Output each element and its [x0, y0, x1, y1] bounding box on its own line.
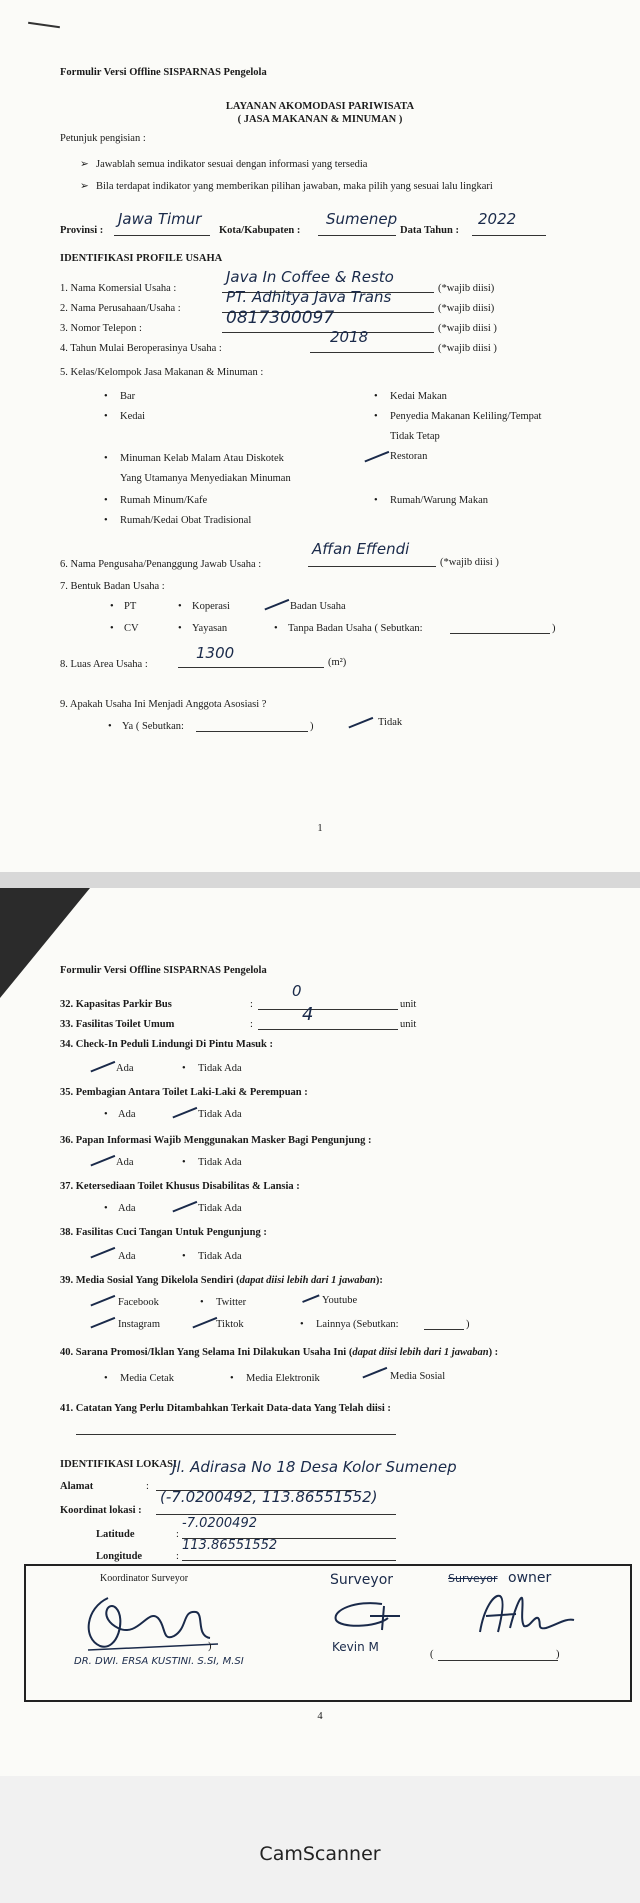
- q34-label: 34. Check-In Peduli Lindungi Di Pintu Masuk :: [60, 1039, 273, 1050]
- q7-option-tanpa-close: ): [552, 623, 556, 634]
- q40-label: 40. Sarana Promosi/Iklan Yang Selama Ini Dilakukan Usaha Ini (dapat diisi lebih dari 1 jawaban) :: [60, 1347, 499, 1358]
- form-title-2: Formulir Versi Offline SISPARNAS Pengelola: [60, 965, 267, 976]
- q9-label: 9. Apakah Usaha Ini Menjadi Anggota Asosiasi ?: [60, 699, 267, 710]
- q36-ada: Ada: [116, 1157, 134, 1168]
- q5-option-kelab-2: Yang Utamanya Menyediakan Minuman: [120, 473, 291, 484]
- underline: [178, 667, 324, 668]
- underline: [472, 235, 546, 236]
- owner-struck-label: Surveyor: [448, 1572, 498, 1585]
- q34-ada: Ada: [116, 1063, 134, 1074]
- surveyor-signature: [326, 1596, 406, 1636]
- q5-label: 5. Kelas/Kelompok Jasa Makanan & Minuman :: [60, 367, 264, 378]
- underline: [310, 352, 434, 353]
- underline: [450, 633, 550, 634]
- q2-required: (*wajib diisi): [438, 303, 495, 314]
- arrow-icon: ➢: [80, 181, 89, 192]
- underline: [258, 1029, 398, 1030]
- owner-label: owner: [508, 1570, 552, 1586]
- heading-line-1: LAYANAN AKOMODASI PARIWISATA: [225, 101, 415, 112]
- q7-option-cv: CV: [124, 623, 139, 634]
- arrow-icon: ➢: [80, 159, 89, 170]
- q33-unit: unit: [400, 1019, 417, 1030]
- surveyor-label: Surveyor: [330, 1572, 394, 1588]
- provinsi-value: Jawa Timur: [118, 210, 202, 228]
- q5-option-kedai: Kedai: [120, 411, 146, 422]
- q40-media-cetak: Media Cetak: [120, 1373, 174, 1384]
- q8-unit: (m²): [328, 657, 347, 668]
- q33-value: 4: [302, 1004, 314, 1025]
- underline: [424, 1329, 464, 1330]
- q38-tidak-ada: Tidak Ada: [198, 1251, 242, 1262]
- q7-option-badan-usaha: Badan Usaha: [290, 601, 346, 612]
- koordinator-signature: [78, 1588, 228, 1658]
- q7-option-koperasi: Koperasi: [192, 601, 230, 612]
- q5-option-restoran: Restoran: [390, 451, 428, 462]
- q5-option-keliling-2: Tidak Tetap: [390, 431, 440, 442]
- underline: [222, 332, 434, 333]
- latitude-label: Latitude: [96, 1529, 135, 1540]
- q5-option-kafe: Rumah Minum/Kafe: [120, 495, 208, 506]
- koordinator-label: Koordinator Surveyor: [100, 1573, 189, 1584]
- q39-label: 39. Media Sosial Yang Dikelola Sendiri (dapat diisi lebih dari 1 jawaban):: [60, 1275, 383, 1286]
- q5-option-bar: Bar: [120, 391, 136, 402]
- q1-required: (*wajib diisi): [438, 283, 495, 294]
- q32-label: 32. Kapasitas Parkir Bus: [60, 999, 172, 1010]
- q7-option-tanpa: Tanpa Badan Usaha ( Sebutkan:: [288, 623, 423, 634]
- page-gap: [0, 872, 640, 888]
- tahun-value: 2022: [478, 210, 517, 228]
- tahun-label: Data Tahun :: [400, 225, 459, 236]
- koordinator-paren-close: ): [208, 1641, 212, 1652]
- q5-option-warung: Rumah/Warung Makan: [390, 495, 489, 506]
- q39-instagram: Instagram: [118, 1319, 160, 1330]
- q1-value: Java In Coffee & Resto: [226, 268, 394, 286]
- camscanner-label: CamScanner: [259, 1843, 381, 1865]
- owner-paren-close: ): [556, 1649, 560, 1660]
- underline: [182, 1560, 396, 1561]
- q3-required: (*wajib diisi ): [438, 323, 497, 334]
- kota-value: Sumenep: [326, 210, 398, 228]
- q39-tiktok: Tiktok: [216, 1319, 244, 1330]
- q33-label: 33. Fasilitas Toilet Umum: [60, 1019, 175, 1030]
- scan-shadow: [0, 888, 90, 998]
- longitude-value: 113.86551552: [182, 1538, 278, 1553]
- underline: [258, 1009, 398, 1010]
- heading-line-2: ( JASA MAKANAN & MINUMAN ): [237, 114, 403, 125]
- underline: [114, 235, 210, 236]
- q32-value: 0: [292, 982, 302, 1000]
- q2-label: 2. Nama Perusahaan/Usaha :: [60, 303, 181, 314]
- q5-option-kedai-makan: Kedai Makan: [390, 391, 447, 402]
- q39-facebook: Facebook: [118, 1297, 159, 1308]
- q8-label: 8. Luas Area Usaha :: [60, 659, 148, 670]
- q1-label: 1. Nama Komersial Usaha :: [60, 283, 177, 294]
- q6-required: (*wajib diisi ): [440, 557, 499, 568]
- form-title: Formulir Versi Offline SISPARNAS Pengelola: [60, 67, 267, 78]
- koordinat-label: Koordinat lokasi :: [60, 1505, 142, 1516]
- q32-unit: unit: [400, 999, 417, 1010]
- q39-twitter: Twitter: [216, 1297, 247, 1308]
- q4-required: (*wajib diisi ): [438, 343, 497, 354]
- q37-label: 37. Ketersediaan Toilet Khusus Disabilitas & Lansia :: [60, 1181, 300, 1192]
- q35-label: 35. Pembagian Antara Toilet Laki-Laki & Perempuan :: [60, 1087, 308, 1098]
- koordinator-name: DR. DWI. ERSA KUSTINI. S.SI, M.SI: [74, 1656, 244, 1667]
- instructions-label: Petunjuk pengisian :: [60, 133, 146, 144]
- camscanner-footer: [0, 1776, 640, 1903]
- q37-ada: Ada: [118, 1203, 136, 1214]
- kota-label: Kota/Kabupaten :: [219, 225, 301, 236]
- instruction-2: Bila terdapat indikator yang memberikan pilihan jawaban, maka pilih yang sesuai lalu lingkari: [96, 181, 493, 192]
- q5-option-keliling: Penyedia Makanan Keliling/Tempat: [390, 411, 542, 422]
- q5-option-kelab: Minuman Kelab Malam Atau Diskotek: [120, 453, 284, 464]
- q39-lainnya: Lainnya (Sebutkan:: [316, 1319, 399, 1330]
- underline: [438, 1660, 558, 1661]
- q36-label: 36. Papan Informasi Wajib Menggunakan Masker Bagi Pengunjung :: [60, 1135, 372, 1146]
- q7-option-yayasan: Yayasan: [192, 623, 228, 634]
- alamat-value: Jl. Adirasa No 18 Desa Kolor Sumenep: [172, 1458, 457, 1476]
- instruction-1: Jawablah semua indikator sesuai dengan informasi yang tersedia: [96, 159, 368, 170]
- underline: [156, 1514, 396, 1515]
- q3-label: 3. Nomor Telepon :: [60, 323, 142, 334]
- underline: [308, 566, 436, 567]
- q2-value: PT. Adhitya Java Trans: [226, 288, 392, 306]
- underline: [196, 731, 308, 732]
- q40-media-sosial: Media Sosial: [390, 1371, 446, 1382]
- owner-signature: [470, 1588, 580, 1638]
- q40-media-elektronik: Media Elektronik: [246, 1373, 320, 1384]
- q3-value: 0817300097: [226, 308, 335, 328]
- q5-option-obat: Rumah/Kedai Obat Tradisional: [120, 515, 252, 526]
- q35-tidak-ada: Tidak Ada: [198, 1109, 242, 1120]
- koordinat-value: (-7.0200492, 113.86551552): [160, 1488, 378, 1506]
- q39-youtube: Youtube: [322, 1295, 358, 1306]
- q9-option-ya: Ya ( Sebutkan:: [122, 721, 184, 732]
- q9-option-tidak: Tidak: [378, 717, 403, 728]
- q34-tidak-ada: Tidak Ada: [198, 1063, 242, 1074]
- surveyor-name: Kevin M: [332, 1640, 379, 1654]
- q37-tidak-ada: Tidak Ada: [198, 1203, 242, 1214]
- q38-label: 38. Fasilitas Cuci Tangan Untuk Pengunjung :: [60, 1227, 267, 1238]
- alamat-label: Alamat: [60, 1481, 94, 1492]
- page-number-1: 1: [317, 823, 323, 834]
- q6-value: Affan Effendi: [312, 540, 410, 558]
- latitude-value: -7.0200492: [182, 1516, 257, 1531]
- q39-lainnya-close: ): [466, 1319, 470, 1330]
- longitude-label: Longitude: [96, 1551, 143, 1562]
- q4-label: 4. Tahun Mulai Beroperasinya Usaha :: [60, 343, 222, 354]
- provinsi-label: Provinsi :: [60, 225, 104, 236]
- section-lokasi: IDENTIFIKASI LOKASI: [60, 1459, 177, 1470]
- underline: [76, 1434, 396, 1435]
- q36-tidak-ada: Tidak Ada: [198, 1157, 242, 1168]
- q6-label: 6. Nama Pengusaha/Penanggung Jawab Usaha :: [60, 559, 262, 570]
- q8-value: 1300: [196, 644, 235, 662]
- q4-value: 2018: [330, 328, 369, 346]
- underline: [318, 235, 396, 236]
- section-profile: IDENTIFIKASI PROFILE USAHA: [60, 253, 223, 264]
- document-page-1: [0, 0, 640, 872]
- q7-label: 7. Bentuk Badan Usaha :: [60, 581, 165, 592]
- page-number-4: 4: [317, 1711, 323, 1722]
- q7-option-pt: PT: [124, 601, 137, 612]
- q38-ada: Ada: [118, 1251, 136, 1262]
- q9-option-ya-close: ): [310, 721, 314, 732]
- owner-paren-open: (: [430, 1649, 434, 1660]
- q41-label: 41. Catatan Yang Perlu Ditambahkan Terkait Data-data Yang Telah diisi :: [60, 1403, 391, 1414]
- q35-ada: Ada: [118, 1109, 136, 1120]
